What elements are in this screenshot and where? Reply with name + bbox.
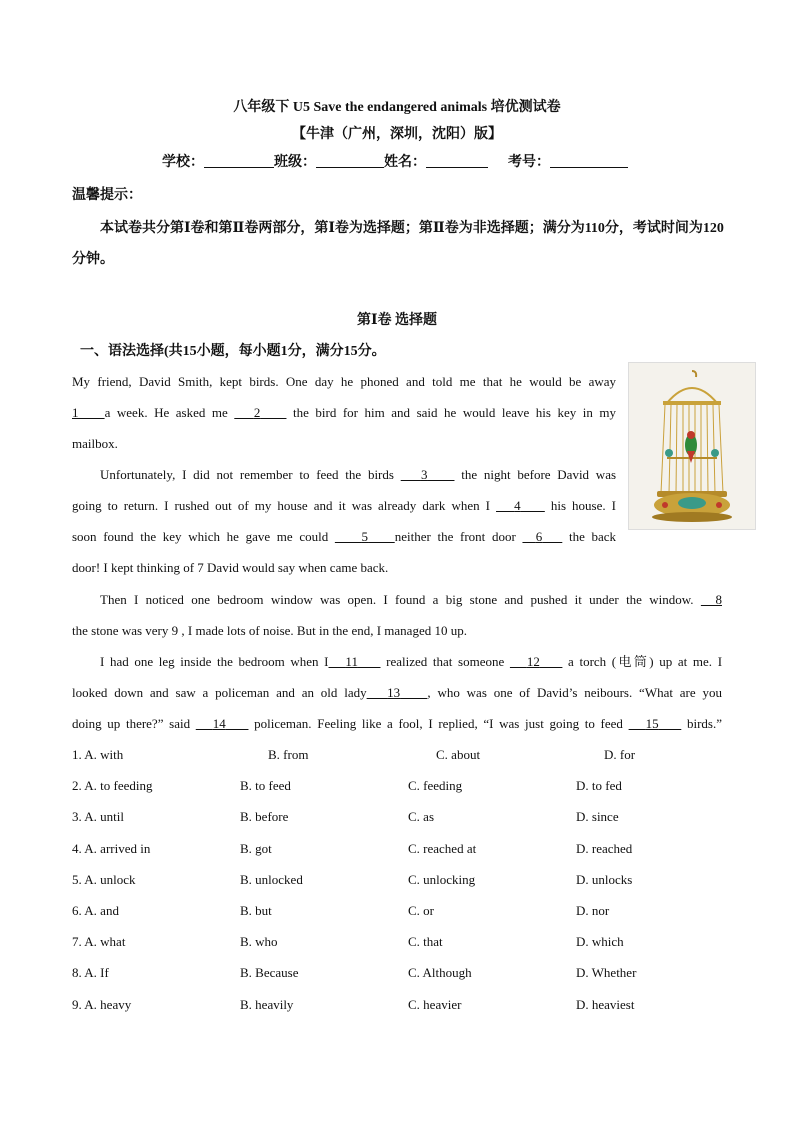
blank-12: 12 [526,654,540,669]
passage-text: policeman. Feeling like a fool, I replied, “I was just going to feed [248,716,629,731]
blank-8: 8 [715,592,722,607]
question-2-option-c[interactable]: C. feeding [408,778,463,794]
blank-7: 7 [197,560,204,575]
question-9-option-a[interactable]: 9. A. heavy [72,996,132,1012]
birdcage-image [628,362,756,530]
question-3-option-d[interactable]: D. since [576,809,619,825]
question-9-option-b[interactable]: B. heavily [240,996,294,1012]
passage-line-9 [72,615,467,646]
question-1-option-d[interactable]: D. for [604,747,636,762]
question-5-option-d[interactable]: D. unlocks [576,871,633,887]
passage-text: the stone was very [72,623,172,638]
question-4-option-d[interactable]: D. reached [576,840,633,856]
question-5-option-a[interactable]: 5. A. unlock [72,871,136,887]
passage-text: his house. I [544,498,617,513]
blank-10: 10 [434,623,448,638]
blank-11: 11 [345,654,358,669]
passage-line-11 [72,677,722,708]
question-8-option-c[interactable]: C. Although [408,965,472,981]
question-6-option-b[interactable]: B. but [240,903,272,918]
part-title: 一、语法选择(共15小题，每小题1分，满分15分。 [80,344,386,359]
question-8-option-a[interactable]: 8. A. If [72,965,109,981]
passage-line-10 [100,646,722,677]
passage-text: realized that someone [380,654,510,669]
blank-2: 2 [253,405,261,420]
passage-text: door! I kept thinking of [72,560,198,575]
passage-text: , I made lots of noise. But in the end, I managed [181,623,435,638]
question-3-option-a[interactable]: 3. A. until [72,809,125,825]
question-7-option-b[interactable]: B. who [240,934,278,950]
passage-text: up. [450,623,467,638]
question-4-option-c[interactable]: C. reached at [408,840,477,856]
passage-text: a week. He asked me [104,405,235,420]
name-blank[interactable] [426,155,488,168]
passage-text: going to return. I rushed out of my house and it was already dark when I [72,498,497,513]
class-blank[interactable] [316,155,384,168]
passage-text: birds.” [681,716,722,731]
birdcage-icon [629,363,755,529]
question-6-option-d[interactable]: D. nor [576,903,610,918]
blank-14: 14 [212,716,226,731]
blank-3: 3 [420,467,428,482]
page-title: 八年级下 U5 Save the endangered animals 培优测试卷 [233,100,561,115]
blank-9: 9 [171,623,179,638]
passage-text: the night before David was [454,467,617,482]
passage-line-3 [72,428,118,459]
question-3-option-c[interactable]: C. as [408,809,434,825]
passage-text: I had one leg inside the bedroom when I [100,654,329,669]
question-9-option-d[interactable]: D. heaviest [576,996,635,1012]
passage-line-7 [72,552,388,583]
passage-text: David would say when came back. [207,560,389,575]
passage-text: mailbox. [72,436,118,451]
question-4-option-a[interactable]: 4. A. arrived in [72,840,151,856]
question-7-option-a[interactable]: 7. A. what [72,934,126,950]
class-label: 班级： [274,155,316,170]
section-title: 第Ⅰ卷 选择题 [356,313,438,328]
question-3-option-b[interactable]: B. before [240,809,289,825]
tips-label: 温馨提示： [72,188,142,203]
passage-text: looked down and saw a policeman and an old lady [72,685,367,700]
question-2-option-b[interactable]: B. to feed [240,778,291,794]
passage-line-2 [72,397,616,428]
passage-line-5 [72,490,616,521]
passage-text: Then I noticed one bedroom window was open. I found a big stone and pushed it under the window. [100,592,701,607]
passage-text: , who was one of David’s neibours. “What are you [427,685,722,700]
blank-4: 4 [514,498,521,513]
question-2-option-d[interactable]: D. to fed [576,778,622,794]
tips-text: 本试卷共分第Ⅰ卷和第Ⅱ卷两部分，第Ⅰ卷为选择题；第Ⅱ卷为非选择题；满分为110分，考试时间为120分钟。 [72,221,724,267]
blank-1: 1 [72,405,79,420]
blank-5: 5 [361,529,369,544]
student-info-line [162,151,628,171]
question-5-option-c[interactable]: C. unlocking [408,871,476,887]
passage-line-8 [100,584,722,615]
passage-line-1 [72,366,616,397]
number-blank[interactable] [550,155,628,168]
passage-line-6 [72,521,616,552]
blank-6: 6 [535,529,543,544]
passage-text: a torch (电筒) up at me. I [562,654,723,669]
question-6-option-c[interactable]: C. or [408,903,434,918]
question-7-option-c[interactable]: C. that [408,934,443,950]
name-label: 姓名： [384,155,426,170]
passage-line-4 [100,459,616,490]
question-8-option-d[interactable]: D. Whether [576,965,637,981]
school-label: 学校： [162,155,204,170]
question-5-option-b[interactable]: B. unlocked [240,871,303,887]
question-6-option-a[interactable]: 6. A. and [72,903,119,918]
question-8-option-b[interactable]: B. Because [240,965,299,981]
passage-text: soon found the key which he gave me could [72,529,335,544]
passage-line-12 [72,708,722,739]
question-1-option-a[interactable]: 1. A. with [72,747,124,762]
passage-text: doing up there?” said [72,716,196,731]
question-7-option-d[interactable]: D. which [576,934,624,950]
passage-text: the bird for him and said he would leave his key in my [286,405,617,420]
question-1-option-c[interactable]: C. about [436,747,481,762]
number-label: 考号： [508,155,550,170]
passage-text: My friend, David Smith, kept birds. One day he phoned and told me that he would be away [72,374,616,389]
blank-15: 15 [645,716,659,731]
page-subtitle: 【牛津（广州，深圳，沈阳）版】 [292,127,502,142]
passage-text: Unfortunately, I did not remember to feed the birds [100,467,401,482]
question-2-option-a[interactable]: 2. A. to feeding [72,778,153,794]
blank-13: 13 [387,685,401,700]
passage-text: the back [562,529,617,544]
question-9-option-c[interactable]: C. heavier [408,996,462,1012]
question-4-option-b[interactable]: B. got [240,840,272,856]
school-blank[interactable] [204,155,274,168]
passage-text: neither the front door [394,529,523,544]
question-1-option-b[interactable]: B. from [268,747,309,762]
